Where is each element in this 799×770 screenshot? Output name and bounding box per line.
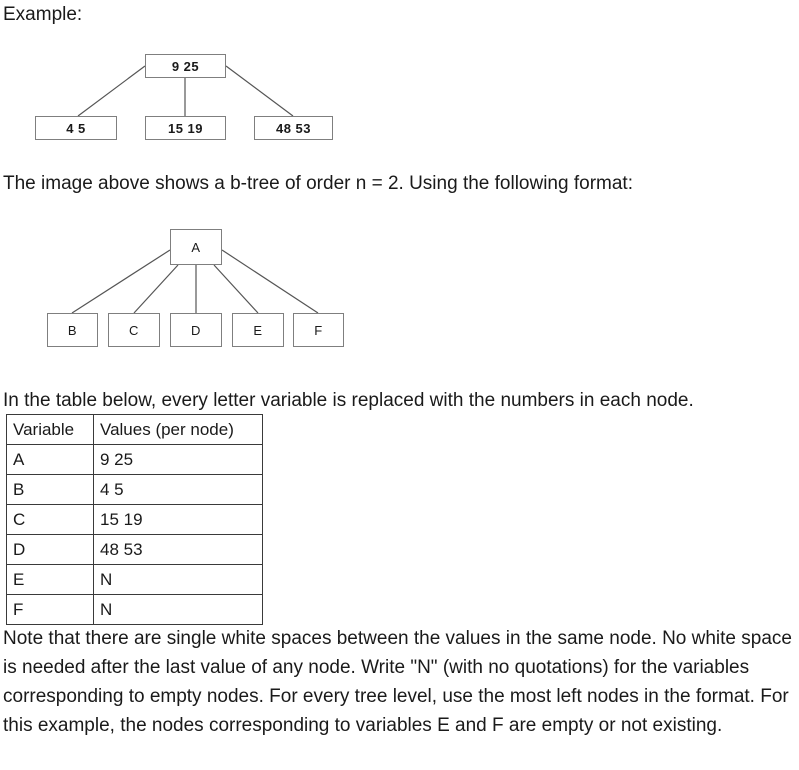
example-child-node-3: 48 53 <box>254 116 333 140</box>
edge-a-b <box>72 250 170 313</box>
cell-values: 9 25 <box>94 445 263 475</box>
table-header-row <box>7 415 263 445</box>
table-row <box>7 535 263 565</box>
example-child-node-2: 15 19 <box>145 116 226 140</box>
note-paragraph: Note that there are single white spaces between the values in the same node. No white space is needed after the last value of any node. Write "N" (with no quotations) for the variables corresponding to empty nodes. For every tree level, use the most left nodes in the format. For this example, the nodes corresponding to variables E and F are empty or not existing. <box>3 628 792 736</box>
table-row <box>7 505 263 535</box>
cell-variable: D <box>7 535 94 565</box>
format-node-c: C <box>108 313 160 347</box>
cell-values: 48 53 <box>94 535 263 565</box>
format-tree-edges <box>0 0 799 360</box>
edge-a-c <box>134 265 178 313</box>
table-intro-text: In the table below, every letter variable is replaced with the numbers in each node. <box>3 390 694 411</box>
cell-values: N <box>94 565 263 595</box>
table-row <box>7 565 263 595</box>
format-node-d: D <box>170 313 222 347</box>
example-root-node: 9 25 <box>145 54 226 78</box>
example-child-node-1: 4 5 <box>35 116 117 140</box>
example-label: Example: <box>3 4 83 25</box>
edge-a-f <box>222 250 318 313</box>
format-node-b: B <box>47 313 98 347</box>
header-values: Values (per node) <box>94 415 263 445</box>
cell-variable: A <box>7 445 94 475</box>
variables-table <box>6 414 263 625</box>
cell-variable: F <box>7 595 94 625</box>
header-variable: Variable <box>7 415 94 445</box>
format-node-f: F <box>293 313 344 347</box>
cell-variable: E <box>7 565 94 595</box>
table-row <box>7 475 263 505</box>
cell-values: 15 19 <box>94 505 263 535</box>
cell-variable: B <box>7 475 94 505</box>
cell-values: N <box>94 595 263 625</box>
edge-a-e <box>214 265 258 313</box>
table-row <box>7 445 263 475</box>
table-row <box>7 595 263 625</box>
format-node-e: E <box>232 313 284 347</box>
cell-variable: C <box>7 505 94 535</box>
format-tree-diagram <box>0 0 799 360</box>
cell-values: 4 5 <box>94 475 263 505</box>
format-root-node-a: A <box>170 229 222 265</box>
description-text: The image above shows a b-tree of order n = 2. Using the following format: <box>3 173 633 194</box>
